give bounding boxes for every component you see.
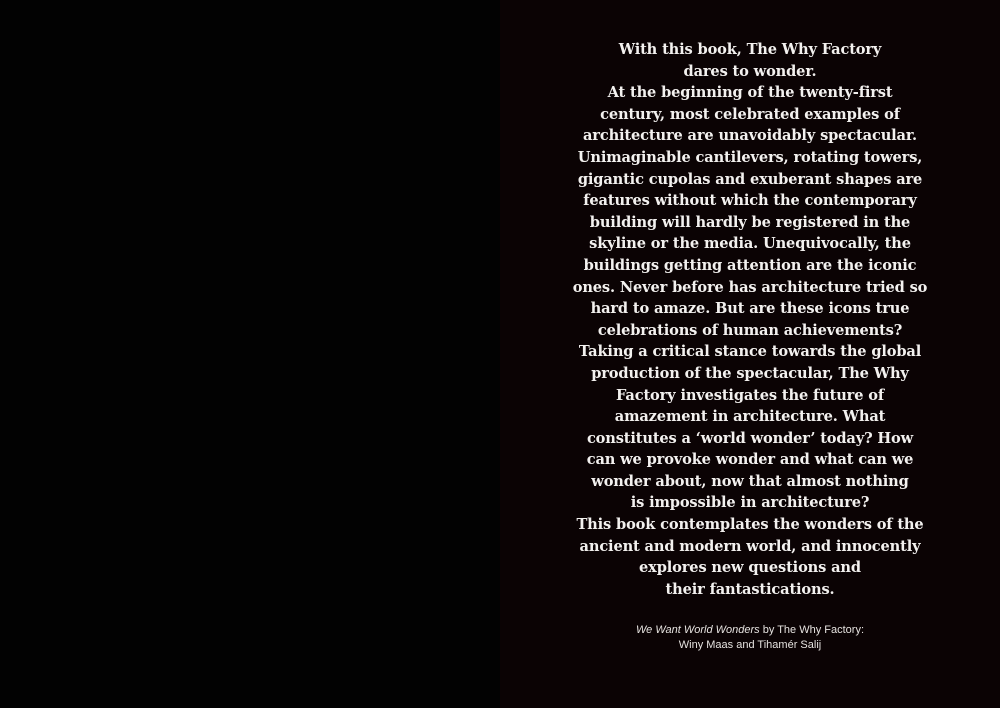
blurb-line: celebrations of human achievements?	[597, 321, 903, 339]
credit-by-text: by The Why Factory:	[759, 624, 864, 636]
blurb-line: wonder about, now that almost nothing	[591, 472, 909, 490]
blurb-line: is impossible in architecture?	[630, 494, 870, 512]
blurb-line: ones. Never before has architecture tried so	[572, 278, 928, 296]
blurb-line: ancient and modern world, and innocently	[579, 537, 921, 555]
blurb-line: architecture are unavoidably spectacular.	[583, 127, 917, 145]
blurb-line: skyline or the media. Unequivocally, the	[589, 235, 911, 253]
blurb-line: dares to wonder.	[683, 62, 817, 80]
blurb-line: At the beginning of the twenty-first	[607, 84, 893, 102]
blurb-line: gigantic cupolas and exuberant shapes are	[577, 170, 923, 188]
blurb-line: can we provoke wonder and what can we	[586, 451, 914, 469]
credit-authors: Winy Maas and Tihamér Salij	[678, 639, 822, 651]
blurb-line: explores new questions and	[639, 559, 861, 577]
blurb-line: buildings getting attention are the iconic	[583, 256, 917, 274]
blurb-line: With this book, The Why Factory	[618, 41, 882, 58]
blurb-line: production of the spectacular, The Why	[591, 364, 909, 382]
blurb-line: Factory investigates the future of	[616, 386, 884, 404]
blurb-line: features without which the contemporary	[583, 192, 917, 210]
blurb-line: amazement in architecture. What	[614, 408, 886, 426]
blurb-line: their fantastications.	[665, 580, 835, 598]
credit-title-line	[520, 623, 980, 638]
blurb-line: constitutes a ‘world wonder’ today? How	[586, 429, 914, 447]
blurb-line: This book contemplates the wonders of the	[576, 516, 924, 534]
book-title: We Want World Wonders	[635, 624, 760, 636]
right-page	[500, 0, 1000, 708]
blurb-line: Unimaginable cantilevers, rotating towers,	[577, 148, 923, 166]
blurb-line: Taking a critical stance towards the global	[578, 343, 922, 361]
blurb-line: hard to amaze. But are these icons true	[590, 300, 910, 318]
blurb-line: building will hardly be registered in the	[589, 213, 911, 231]
blurb-line: century, most celebrated examples of	[600, 105, 900, 123]
blurb-text	[520, 39, 980, 600]
book-credit	[520, 623, 980, 653]
